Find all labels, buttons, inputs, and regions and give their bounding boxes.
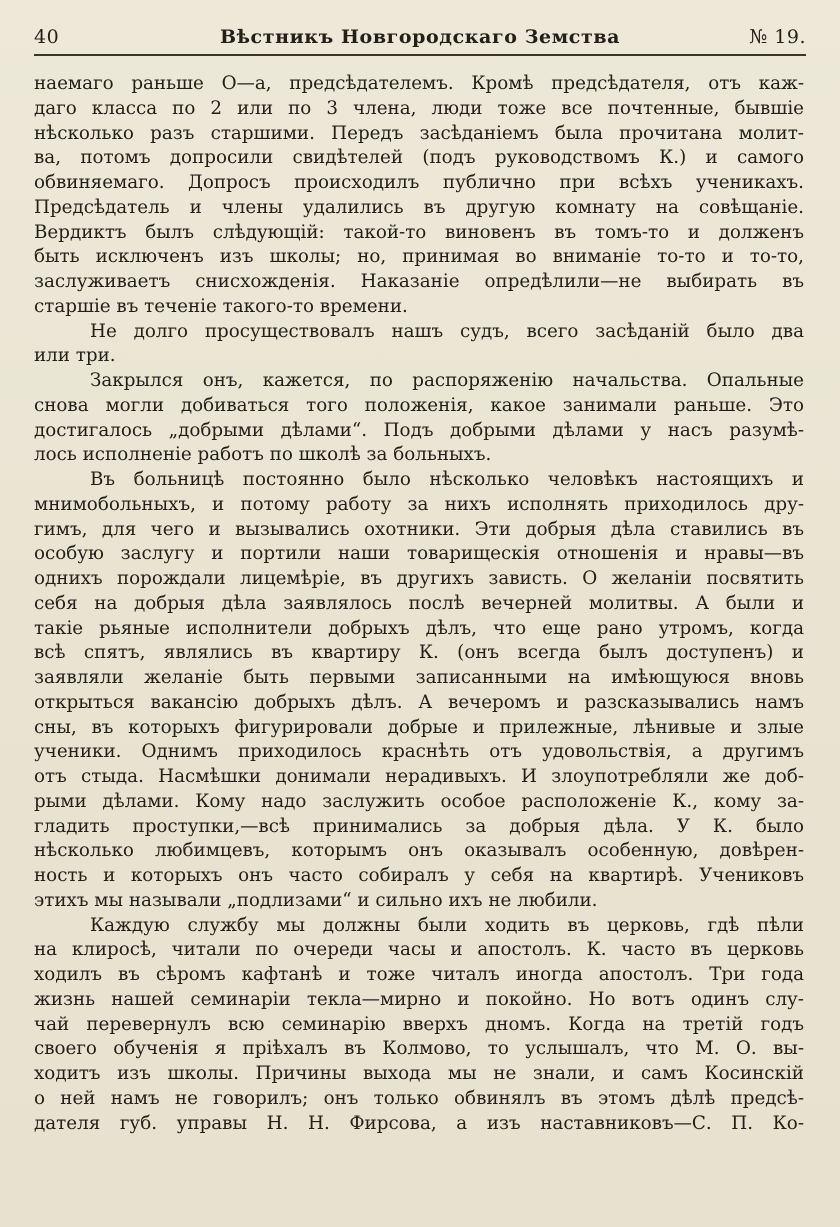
text-line: о ней намъ не говорилъ; онъ только обвинялъ въ этомъ дѣлѣ предсѣ- [34,1087,804,1109]
text-line: жизнь нашей семинаріи текла—мирно и покойно. Но вотъ одинъ слу- [34,988,804,1010]
text-line: открыться вакансію добрыхъ дѣлъ. А вечеромъ и разсказывались намъ [34,691,804,713]
running-header [34,20,806,56]
text-line: Закрылся онъ, кажется, по распоряженію начальства. Опальные [90,370,804,391]
text-line: рыми дѣлами. Кому надо заслужить особое расположеніе К., кому за- [34,790,804,812]
text-line: заслуживаетъ снисхожденія. Наказаніе опредѣлили—не выбирать въ [34,271,804,292]
text-line: старшіе въ теченіе такого-то времени. [34,295,408,317]
text-line: Предсѣдатель и члены удалились въ другую комнату на совѣщаніе. [34,196,804,218]
text-line: Въ больницѣ постоянно было нѣсколько человѣкъ настоящихъ и [90,469,804,490]
text-line: ность и которыхъ онъ часто собиралъ у себя на квартирѣ. Учениковъ [34,865,804,886]
text-line: на клиросѣ, читали по очереди часы и апостолъ. К. часто въ церковь [34,939,804,961]
journal-title: Вѣстникъ Новгородскаго Земства [219,26,621,48]
text-line: ва, потомъ допросили свидѣтелей (подъ руководствомъ К.) и самого [34,147,804,169]
text-line: Вердиктъ былъ слѣдующій: такой-то виновенъ въ томъ-то и долженъ [34,221,804,243]
text-line: или три. [34,345,116,367]
text-line: достигалось „добрыми дѣлами“. Подъ добрыми дѣлами у насъ разумѣ- [34,419,804,441]
text-line: обвиняемаго. Допросъ происходилъ публично при всѣхъ ученикахъ. [34,172,804,193]
text-line: ходитъ изъ школы. Причины выхода мы не знали, и самъ Косинскій [34,1063,804,1084]
text-line: быть исключенъ изъ школы; но, принимая во вниманіе то-то и то-то, [34,246,804,268]
text-line: особую заслугу и портили наши товарищескія отношенія и нравы—въ [34,543,804,565]
text-line: ходилъ въ сѣромъ кафтанѣ и тоже читалъ иногда апостолъ. Три года [34,964,804,985]
text-line: этихъ мы называли „подлизами“ и сильно ихъ не любили. [34,889,598,911]
text-line: ученики. Однимъ приходилось краснѣть отъ удовольствія, а другимъ [34,741,804,763]
issue-number: № 19. [749,26,806,48]
text-line: своего обученія я пріѣхалъ въ Колмово, то услышалъ, что М. О. вы- [34,1038,804,1060]
text-line: гладить проступки,—всѣ принимались за добрыя дѣла. У К. было [34,815,804,837]
text-line: лось исполненіе работъ по школѣ за больныхъ. [34,444,492,466]
body-text [34,72,804,1136]
text-line: заявляли желаніе быть первыми записанными на имѣющуюся вновь [34,667,804,688]
text-line: нѣсколько разъ старшими. Передъ засѣданіемъ была прочитана молит- [34,122,804,144]
text-line: мнимобольныхъ, и потому работу за нихъ исполнять приходилось дру- [34,493,804,515]
text-line: снова могли добиваться того положенія, какое занимали раньше. Это [34,394,804,416]
text-line: себя на добрыя дѣла заявлялось послѣ вечерней молитвы. А были и [34,592,804,614]
text-line: нѣсколько любимцевъ, которымъ онъ оказывалъ особенную, довѣрен- [34,840,804,862]
text-line: Каждую службу мы должны были ходить въ церковь, гдѣ пѣли [90,914,804,936]
text-line: Не долго просуществовалъ нашъ судъ, всего засѣданій было два [90,320,804,342]
text-line: сны, въ которыхъ фигурировали добрые и прилежные, лѣнивые и злые [34,716,804,738]
text-line: гимъ, для чего и вызывались охотники. Эти добрыя дѣла ставились въ [34,518,804,540]
text-line: дателя губ. управы Н. Н. Фирсова, а изъ наставниковъ—С. П. Ко- [34,1112,804,1134]
text-line: такіе рьяные исполнители добрыхъ дѣлъ, что еще рано утромъ, когда [34,617,804,639]
text-line: отъ стыда. Насмѣшки донимали нерадивыхъ. И злоупотребляли же доб- [34,766,804,787]
text-line: однихъ порождали лицемѣріе, въ другихъ зависть. О желаніи посвятить [34,568,804,589]
text-line: даго класса по 2 или по 3 члена, люди тоже все почтенные, бывшіе [34,97,804,119]
text-line: наемаго раньше О—а, предсѣдателемъ. Кромѣ предсѣдателя, отъ каж- [34,73,804,94]
text-line: всѣ спятъ, являлись въ квартиру К. (онъ всегда былъ доступенъ) и [34,642,804,664]
page-number: 40 [34,26,60,48]
text-line: чай перевернулъ всю семинарію вверхъ дномъ. Когда на третій годъ [34,1013,804,1035]
